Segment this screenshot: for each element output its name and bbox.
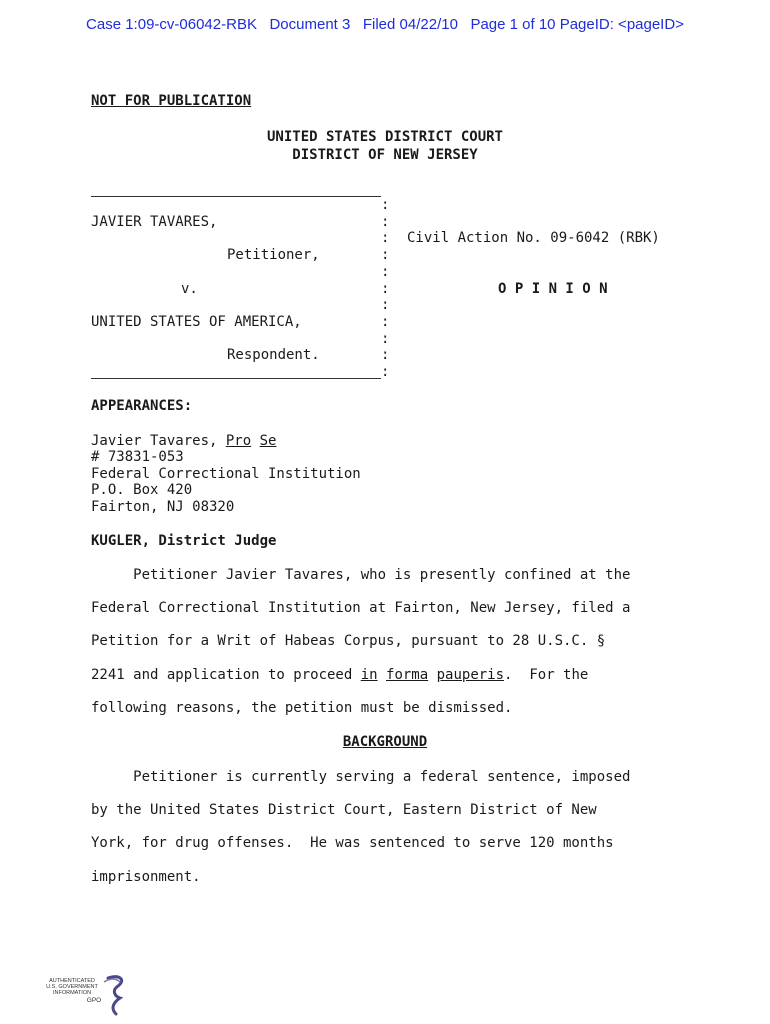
- court-district: DISTRICT OF NEW JERSEY: [292, 147, 478, 163]
- case-number: Case 1:09-cv-06042-RBK: [86, 16, 257, 33]
- paragraph-line: by the United States District Court, Eastern District of New: [91, 802, 597, 818]
- gpo-authentication-logo: [44, 972, 128, 1016]
- caption-colon: :: [381, 347, 390, 363]
- pro-term: Pro: [225, 433, 252, 449]
- inmate-number: # 73831-053: [91, 449, 184, 465]
- case-header: [0, 16, 770, 33]
- svg-text:INFORMATION: INFORMATION: [52, 990, 92, 996]
- svg-text:AUTHENTICATED: AUTHENTICATED: [49, 978, 95, 984]
- versus: v.: [181, 281, 198, 297]
- city-state-zip: Fairton, NJ 08320: [91, 499, 235, 515]
- caption-bottom-rule: [91, 378, 381, 379]
- appearances-heading: APPEARANCES:: [91, 398, 193, 414]
- svg-text:U.S. GOVERNMENT: U.S. GOVERNMENT: [46, 984, 98, 990]
- respondent-name: UNITED STATES OF AMERICA,: [91, 314, 302, 330]
- paragraph-line: imprisonment.: [91, 869, 201, 885]
- paragraph-line: Petitioner is currently serving a federal sentence, imposed: [91, 769, 631, 785]
- background-heading: BACKGROUND: [342, 734, 428, 750]
- ifp-forma: forma: [386, 667, 429, 683]
- paragraph-line: York, for drug offenses. He was sentenced to serve 120 months: [91, 835, 614, 851]
- gpo-eagle-icon: [44, 972, 128, 1016]
- caption-colon: :: [381, 281, 390, 297]
- svg-text:GPO: GPO: [86, 997, 102, 1004]
- respondent-role: Respondent.: [227, 347, 320, 363]
- caption-colon: :: [381, 364, 390, 380]
- page-info: Page 1 of 10 PageID: <pageID>: [470, 16, 684, 33]
- paragraph-line: 2241 and application to proceed in forma pauperis. For the: [91, 667, 589, 683]
- caption-top-rule: [91, 196, 381, 197]
- filed-date: Filed 04/22/10: [362, 16, 458, 33]
- caption-colon: :: [381, 214, 390, 230]
- civil-action-number: Civil Action No. 09-6042 (RBK): [407, 230, 660, 246]
- ifp-in: in: [360, 667, 378, 683]
- po-box: P.O. Box 420: [91, 482, 193, 498]
- paragraph-line: Petitioner Javier Tavares, who is presently confined at the: [91, 567, 631, 583]
- caption-colon: :: [381, 297, 390, 313]
- judge-line: KUGLER, District Judge: [91, 533, 277, 549]
- petitioner-name: JAVIER TAVARES,: [91, 214, 218, 230]
- caption-colon: :: [381, 230, 390, 246]
- caption-colon: :: [381, 331, 390, 347]
- paragraph-line: Federal Correctional Institution at Fairton, New Jersey, filed a: [91, 600, 631, 616]
- ifp-pauperis: pauperis: [436, 667, 505, 683]
- document-type: O P I N I O N: [498, 281, 608, 297]
- document-number: Document 3: [269, 16, 351, 33]
- paragraph-line: following reasons, the petition must be dismissed.: [91, 700, 513, 716]
- paragraph-line: Petition for a Writ of Habeas Corpus, pursuant to 28 U.S.C. §: [91, 633, 606, 649]
- institution-name: Federal Correctional Institution: [91, 466, 361, 482]
- se-term: Se: [259, 433, 277, 449]
- caption-colon: :: [381, 314, 390, 330]
- caption-colon: :: [381, 247, 390, 263]
- appearance-name: Javier Tavares, Pro Se: [91, 433, 277, 449]
- court-name: UNITED STATES DISTRICT COURT: [266, 129, 503, 145]
- publication-notice: NOT FOR PUBLICATION: [91, 93, 252, 109]
- caption-colon: :: [381, 264, 390, 280]
- petitioner-role: Petitioner,: [227, 247, 320, 263]
- caption-colon: :: [381, 197, 390, 213]
